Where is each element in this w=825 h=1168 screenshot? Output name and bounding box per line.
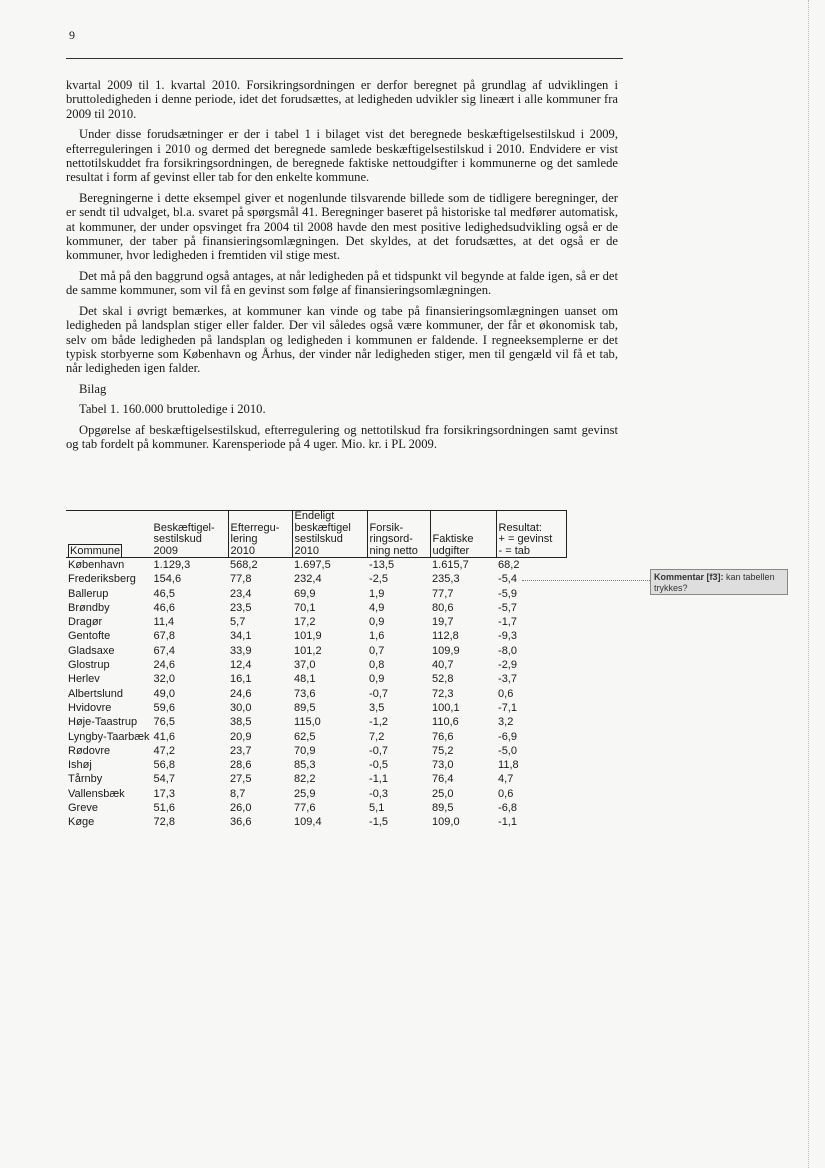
table-row — [66, 815, 566, 829]
table-row — [66, 744, 566, 758]
table-cell: -5,7 — [498, 601, 517, 614]
table-cell: 12,4 — [230, 659, 252, 672]
municipality-name: Brøndby — [68, 601, 110, 614]
municipality-name: Ishøj — [68, 759, 92, 772]
table-cell: 34,1 — [230, 630, 252, 643]
table-cell: -1,1 — [369, 773, 388, 786]
table-cell: 89,5 — [432, 802, 454, 815]
table-cell: 62,5 — [294, 730, 316, 743]
table-cell: 33,9 — [230, 644, 252, 657]
table-cell: 46,6 — [153, 601, 175, 614]
table-cell: -5,9 — [498, 587, 517, 600]
header-line: 2010 — [230, 544, 256, 557]
table-cell: -1,7 — [498, 616, 517, 629]
header-line: 2010 — [294, 544, 320, 557]
comment-connector — [522, 580, 650, 581]
table-cell: 16,1 — [230, 673, 252, 686]
table-cell: 101,9 — [294, 630, 322, 643]
table-cell: 3,2 — [498, 716, 514, 729]
table-cell: 109,0 — [432, 816, 460, 829]
header-kommune — [66, 511, 152, 558]
page-number: 9 — [69, 28, 75, 42]
table-cell: 76,4 — [432, 773, 454, 786]
municipality-name: Hvidovre — [68, 701, 112, 714]
table-row — [66, 644, 566, 658]
table-cell: 25,9 — [294, 787, 316, 800]
table-body — [66, 558, 566, 830]
header-line: Endeligt — [294, 510, 335, 522]
header-line: Efterregu- — [230, 521, 280, 534]
table-cell: 73,6 — [294, 687, 316, 700]
table-row — [66, 587, 566, 601]
table-cell: -0,5 — [369, 759, 388, 772]
municipality-name: København — [68, 559, 125, 571]
table-cell: -5,4 — [498, 573, 517, 586]
table-cell: 109,4 — [294, 816, 322, 829]
municipality-name: Høje-Taastrup — [68, 716, 138, 729]
municipality-name: Glostrup — [68, 659, 110, 672]
table-cell: 7,2 — [369, 730, 385, 743]
header-line: 2009 — [153, 544, 179, 557]
table-row — [66, 730, 566, 744]
table-cell: 1,6 — [369, 630, 385, 643]
table-cell: -0,3 — [369, 787, 388, 800]
header-cell — [292, 511, 367, 558]
table-cell: 1.697,5 — [294, 559, 331, 571]
table-cell: 24,6 — [153, 659, 175, 672]
table-cell: -13,5 — [369, 559, 395, 571]
municipality-name: Tårnby — [68, 773, 103, 786]
paragraph: Det må på den baggrund også antages, at når ledigheden på et tidspunkt vil begynde at falde igen, så er det de samme kommuner, som vil få en gevinst som følge af finansieringsomlægningen. — [66, 268, 618, 298]
table-cell: 20,9 — [230, 730, 252, 743]
municipality-table — [66, 510, 567, 830]
table-cell: 109,9 — [432, 644, 460, 657]
municipality-name: Greve — [68, 802, 98, 815]
table-cell: 11,4 — [153, 616, 175, 629]
table-cell: 37,0 — [294, 659, 316, 672]
table-header-row — [66, 511, 566, 558]
table-cell: 36,6 — [230, 816, 252, 829]
table-cell: 568,2 — [230, 559, 258, 571]
page-edge — [808, 0, 809, 1168]
header-line: udgifter — [432, 544, 470, 557]
table-row — [66, 572, 566, 586]
table-cell: 11,8 — [498, 759, 519, 772]
table-cell: 101,2 — [294, 644, 322, 657]
table-cell: 46,5 — [153, 587, 175, 600]
appendix-heading: Bilag — [79, 381, 107, 396]
municipality-name: Gladsaxe — [68, 644, 115, 657]
table-cell: -5,0 — [498, 744, 517, 757]
paragraph: kvartal 2009 til 1. kvartal 2010. Forsikringsordningen er derfor beregnet på grundlag af udviklingen i bruttoledigheden i denne periode, idet det forudsættes, at ledigheden udvikler sig lineært i alle kommuner fra 2009 til 2010. — [66, 78, 618, 121]
table-cell: -0,7 — [369, 687, 388, 700]
municipality-name: Albertslund — [68, 687, 124, 700]
table-cell: 27,5 — [230, 773, 252, 786]
table-cell: 67,4 — [153, 644, 175, 657]
table-cell: 3,5 — [369, 701, 385, 714]
table-cell: -7,1 — [498, 701, 517, 714]
table-cell: 67,8 — [153, 630, 175, 643]
table-cell: 232,4 — [294, 573, 322, 586]
table-cell: 0,6 — [498, 787, 514, 800]
header-cell — [152, 511, 229, 558]
comment-label: Kommentar [f3]: — [654, 572, 724, 582]
header-line: lering — [230, 533, 258, 545]
table-cell: 100,1 — [432, 701, 460, 714]
table-cell: 59,6 — [153, 701, 175, 714]
table-cell: 154,6 — [153, 573, 182, 586]
municipality-name: Ballerup — [68, 587, 109, 600]
table-cell: 70,9 — [294, 744, 316, 757]
table-cell: 68,2 — [498, 559, 520, 571]
table-row — [66, 715, 566, 729]
table-cell: 19,7 — [432, 616, 454, 629]
municipality-name: Frederiksberg — [68, 573, 136, 586]
table-cell: 1.615,7 — [432, 559, 469, 571]
paragraph: Beregningerne i dette eksempel giver et nogenlunde tilsvarende billede som de tidligere beregninger, der er sendt til udvalget, bl.a. svaret på spørgsmål 41. Beregninger baseret på historiske tal medfører automatisk, at kommuner, der under opsvinget fra 2004 til 2008 havde den mest positive ledighedsudvikling også er de kommuner, der taber på finansieringsomlægningen. Det skyldes, at det forudsættes, at det også er de kommuner, hvor ledigheden i fremtiden vil stige mest. — [66, 190, 618, 263]
table-cell: 23,5 — [230, 601, 252, 614]
table-row — [66, 772, 566, 786]
table-cell: 76,6 — [432, 730, 454, 743]
table-cell: 48,1 — [294, 673, 316, 686]
table-cell: 28,6 — [230, 759, 252, 772]
table-cell: 17,2 — [294, 616, 316, 629]
table-row — [66, 629, 566, 643]
table-cell: 52,8 — [432, 673, 454, 686]
table-cell: -3,7 — [498, 673, 517, 686]
table-row — [66, 687, 566, 701]
header-rule — [66, 58, 623, 59]
table-cell: -8,0 — [498, 644, 517, 657]
municipality-name: Rødovre — [68, 744, 111, 757]
table-cell: 4,9 — [369, 601, 385, 614]
table-cell: 77,7 — [432, 587, 454, 600]
table-cell: 5,7 — [230, 616, 246, 629]
header-cell — [496, 511, 566, 558]
header-line: beskæftigel — [294, 521, 351, 534]
table-row — [66, 601, 566, 615]
table-description: Opgørelse af beskæftigelsestilskud, efterregulering og nettotilskud fra forsikringsordningen samt gevinst og tab fordelt på kommuner. Karensperiode på 4 uger. Mio. kr. i PL 2009. — [66, 422, 618, 451]
table-cell: 4,7 — [498, 773, 514, 786]
header-cell — [228, 511, 292, 558]
table-cell: 41,6 — [153, 730, 175, 743]
table-cell: 8,7 — [230, 787, 246, 800]
header-cell — [430, 511, 496, 558]
table-cell: -9,3 — [498, 630, 517, 643]
header-line: Forsik- — [369, 521, 404, 534]
table-cell: 112,8 — [432, 630, 459, 643]
table-cell: 47,2 — [153, 744, 175, 757]
table-caption: Tabel 1. 160.000 bruttoledige i 2010. — [79, 402, 266, 417]
table-cell: 49,0 — [153, 687, 175, 700]
table-cell: 56,8 — [153, 759, 175, 772]
table-cell: 25,0 — [432, 787, 454, 800]
table-cell: 23,4 — [230, 587, 252, 600]
body-text — [66, 78, 618, 457]
table-row — [66, 801, 566, 815]
header-line: sestilskud — [294, 533, 343, 545]
header-line: Beskæftigel- — [153, 521, 215, 534]
municipality-name: Gentofte — [68, 630, 111, 643]
table-cell: 5,1 — [369, 802, 385, 815]
table-cell: 77,8 — [230, 573, 252, 586]
table-cell: 72,8 — [153, 816, 175, 829]
table-row — [66, 558, 566, 573]
table-cell: -2,9 — [498, 659, 517, 672]
table-cell: 23,7 — [230, 744, 252, 757]
table-cell: 89,5 — [294, 701, 316, 714]
table-cell: 1.129,3 — [153, 559, 191, 571]
table-cell: 82,2 — [294, 773, 316, 786]
table-cell: -2,5 — [369, 573, 388, 586]
table-cell: 115,0 — [294, 716, 321, 729]
municipality-name: Køge — [68, 816, 95, 829]
header-line: Faktiske — [432, 533, 474, 545]
header-line: ringsord- — [369, 533, 413, 545]
review-comment[interactable] — [650, 569, 788, 595]
header-line: Resultat: — [498, 521, 542, 534]
table-cell: -1,1 — [498, 816, 517, 829]
header-line: - = tab — [498, 544, 531, 557]
paragraph: Det skal i øvrigt bemærkes, at kommuner kan vinde og tabe på finansieringsomlægningen uanset om ledigheden på landsplan stiger eller falder. Der vil således også være kommuner, der får et økonomisk tab, selv om både ledigheden på landsplan og ledigheden i kommunen er faldende. I regneeksemplerne er det typisk storbyerne som København og Århus, der vinder når ledigheden stiger, men til gengæld vil få et tab, når ledigheden igen falder. — [66, 303, 618, 376]
table-cell: 77,6 — [294, 802, 316, 815]
table-cell: 72,3 — [432, 687, 454, 700]
municipality-name: Lyngby-Taarbæk — [68, 730, 150, 743]
table-cell: 73,0 — [432, 759, 454, 772]
table-cell: 0,9 — [369, 616, 385, 629]
table-row — [66, 758, 566, 772]
table-cell: 17,3 — [153, 787, 175, 800]
table-row — [66, 672, 566, 686]
table-cell: 0,8 — [369, 659, 385, 672]
table-cell: 30,0 — [230, 701, 252, 714]
header-line: ning netto — [369, 544, 418, 557]
table-cell: 1,9 — [369, 587, 385, 600]
table-cell: 70,1 — [294, 601, 316, 614]
table-cell: 54,7 — [153, 773, 175, 786]
municipality-name: Herlev — [68, 673, 100, 686]
table-cell: 110,6 — [432, 716, 459, 729]
table-cell: -1,5 — [369, 816, 388, 829]
table-cell: 0,9 — [369, 673, 385, 686]
table-cell: -0,7 — [369, 744, 388, 757]
table-row — [66, 615, 566, 629]
table-cell: 0,7 — [369, 644, 385, 657]
header-kommune-label: Kommune — [70, 544, 121, 557]
table-cell: 0,6 — [498, 687, 514, 700]
comment-text: kan tabellen trykkes? — [654, 572, 775, 593]
header-line: sestilskud — [153, 533, 202, 545]
municipality-name: Vallensbæk — [68, 787, 125, 800]
table-row — [66, 658, 566, 672]
table-cell: -1,2 — [369, 716, 388, 729]
table-cell: 32,0 — [153, 673, 175, 686]
table-cell: 80,6 — [432, 601, 454, 614]
table-cell: -6,9 — [498, 730, 517, 743]
table-cell: 51,6 — [153, 802, 175, 815]
table-cell: 69,9 — [294, 587, 316, 600]
table-row — [66, 701, 566, 715]
table-cell: 24,6 — [230, 687, 252, 700]
table-cell: 75,2 — [432, 744, 454, 757]
table-cell: 38,5 — [230, 716, 252, 729]
table-cell: 40,7 — [432, 659, 454, 672]
table-cell: 85,3 — [294, 759, 316, 772]
header-cell — [367, 511, 430, 558]
table-cell: 76,5 — [153, 716, 175, 729]
paragraph: Under disse forudsætninger er der i tabel 1 i bilaget vist det beregnede beskæftigelsestilskud i 2009, efterreguleringen i 2010 og dermed det beregnede samlede beskæftigelsestilskud i 2010. Endvidere er vist nettotilskuddet fra forsikringsordningen, de beregnede faktiske nettoudgifter i kommunerne og det samlede resultat i form af gevinst eller tab for den enkelte kommune. — [66, 127, 618, 185]
header-line: + = gevinst — [498, 533, 553, 545]
table-row — [66, 787, 566, 801]
table-cell: 235,3 — [432, 573, 460, 586]
municipality-name: Dragør — [68, 616, 103, 629]
table-cell: -6,8 — [498, 802, 517, 815]
table-cell: 26,0 — [230, 802, 252, 815]
